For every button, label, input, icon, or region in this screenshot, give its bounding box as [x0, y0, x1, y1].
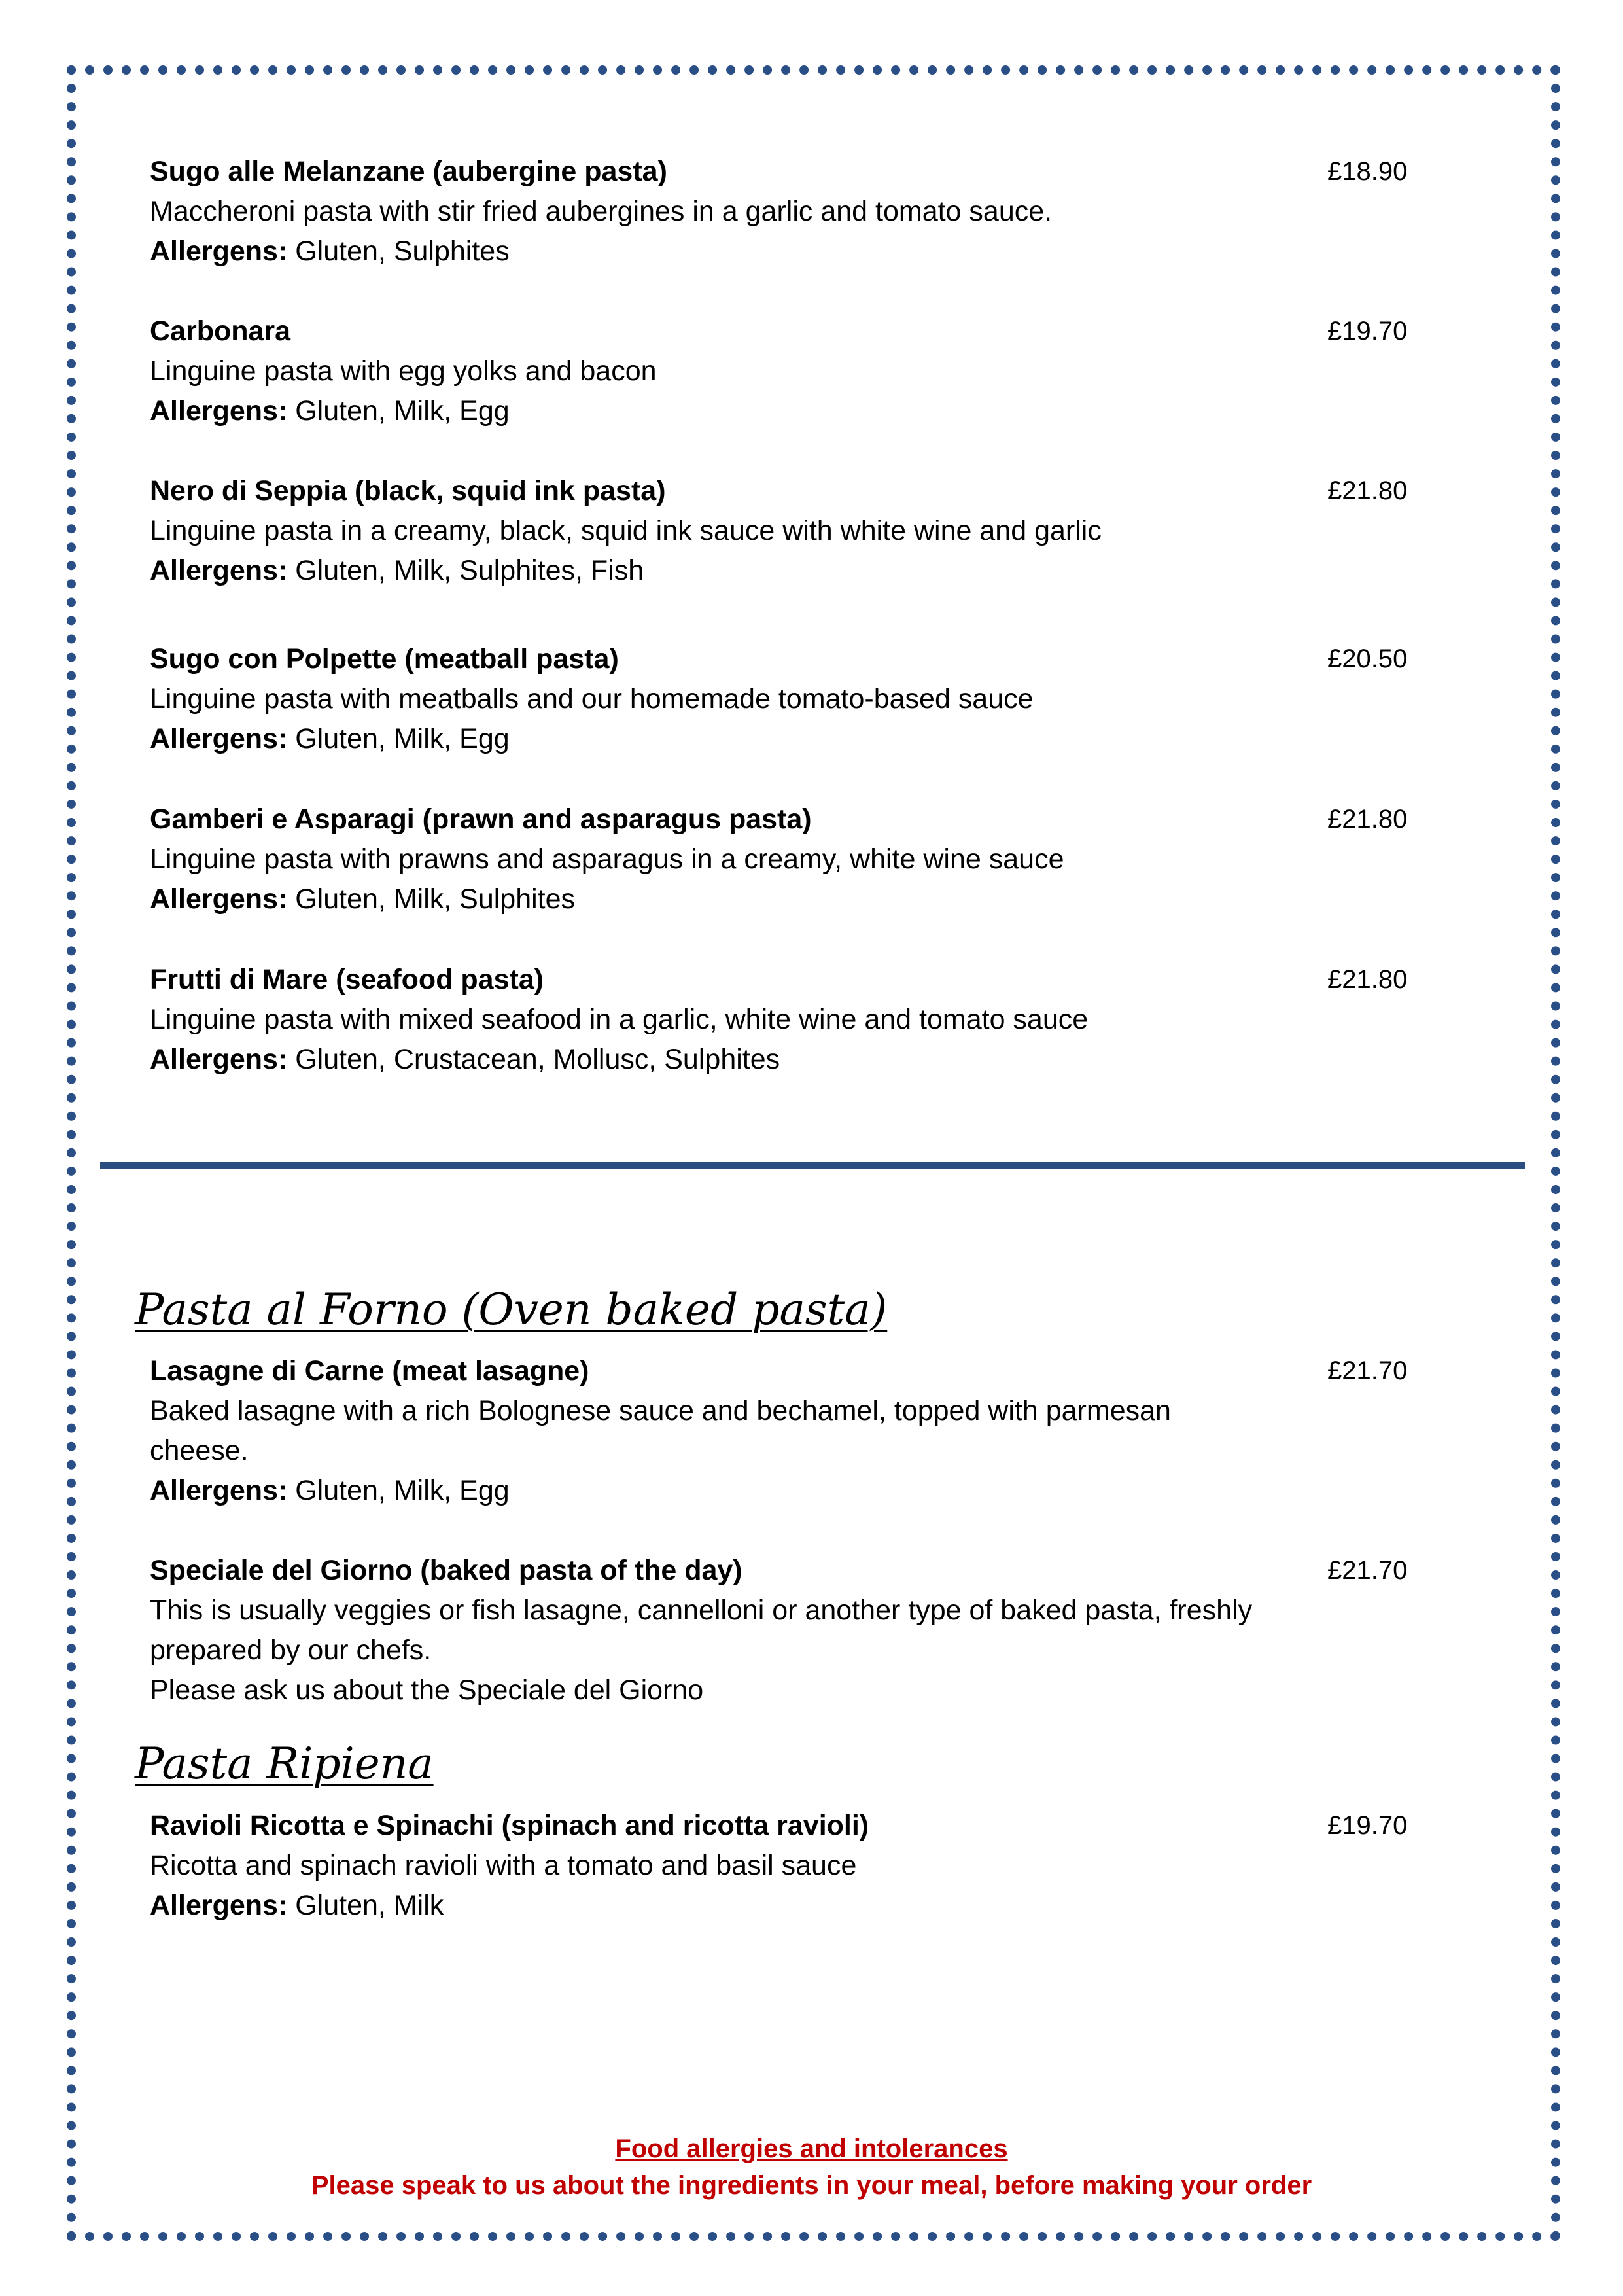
dish-name: Speciale del Giorno (baked pasta of the day) [150, 1555, 742, 1586]
dish-description: Baked lasagne with a rich Bolognese sauce and bechamel, topped with parmesan cheese. [150, 1395, 1171, 1466]
allergens-label: Allergens: [150, 883, 288, 915]
allergens-list: Gluten, Milk, Egg [295, 723, 510, 754]
section-title-ripiena: Pasta Ripiena [135, 1739, 434, 1789]
menu-item-melanzane [150, 152, 1408, 272]
dish-price: £19.70 [1327, 317, 1408, 345]
dish-name: Sugo con Polpette (meatball pasta) [150, 643, 619, 675]
menu-item-frutti-di-mare [150, 960, 1408, 1080]
menu-item-carbonara [150, 311, 1408, 431]
dish-name: Gamberi e Asparagi (prawn and asparagus pasta) [150, 804, 812, 835]
dish-price: £21.70 [1327, 1556, 1408, 1585]
dish-name: Sugo alle Melanzane (aubergine pasta) [150, 156, 667, 187]
dish-description: Maccheroni pasta with stir fried aubergines in a garlic and tomato sauce. [150, 196, 1053, 227]
dish-description: Linguine pasta with prawns and asparagus in a creamy, white wine sauce [150, 843, 1064, 875]
allergens-label: Allergens: [150, 1044, 288, 1075]
allergens-label: Allergens: [150, 236, 288, 267]
dish-allergens [150, 551, 1347, 591]
allergens-list: Gluten, Milk, Egg [295, 395, 510, 427]
dish-description: Linguine pasta with mixed seafood in a garlic, white wine and tomato sauce [150, 1004, 1089, 1035]
dish-price: £20.50 [1327, 645, 1408, 673]
allergens-list: Gluten, Milk, Egg [295, 1475, 510, 1506]
dish-description: This is usually veggies or fish lasagne, cannelloni or another type of baked pasta, freshly prepared by our chefs. [150, 1595, 1253, 1666]
allergens-list: Gluten, Crustacean, Mollusc, Sulphites [295, 1044, 780, 1075]
dish-price: £21.80 [1327, 476, 1408, 505]
dish-allergens [150, 879, 1347, 919]
allergy-notice-title: Food allergies and intolerances [615, 2134, 1008, 2163]
section-title-forno: Pasta al Forno (Oven baked pasta) [135, 1284, 888, 1335]
dish-price: £18.90 [1327, 157, 1408, 186]
allergens-label: Allergens: [150, 395, 288, 427]
allergens-label: Allergens: [150, 723, 288, 754]
dish-name: Lasagne di Carne (meat lasagne) [150, 1355, 589, 1386]
dish-price: £21.80 [1327, 965, 1408, 994]
dish-name: Carbonara [150, 315, 291, 347]
dish-allergens [150, 1471, 1347, 1511]
allergens-list: Gluten, Milk, Sulphites, Fish [295, 555, 644, 586]
dish-description: Linguine pasta with meatballs and our homemade tomato-based sauce [150, 683, 1034, 715]
dish-name: Frutti di Mare (seafood pasta) [150, 964, 544, 995]
menu-item-nero-di-seppia [150, 471, 1408, 591]
menu-item-polpette [150, 639, 1408, 759]
dish-allergens [150, 719, 1347, 759]
dish-price: £21.70 [1327, 1356, 1408, 1385]
allergens-list: Gluten, Sulphites [295, 236, 510, 267]
allergens-label: Allergens: [150, 1890, 288, 1921]
dish-price: £21.80 [1327, 805, 1408, 834]
dish-allergens [150, 391, 1347, 431]
menu-item-lasagne [150, 1351, 1408, 1511]
dish-allergens [150, 1040, 1347, 1080]
section-divider [100, 1162, 1525, 1169]
dish-description: Linguine pasta in a creamy, black, squid ink sauce with white wine and garlic [150, 515, 1102, 546]
allergens-list: Gluten, Milk, Sulphites [295, 883, 576, 915]
menu-item-gamberi [150, 800, 1408, 919]
dish-description: Ricotta and spinach ravioli with a tomato and basil sauce [150, 1850, 857, 1881]
dish-price: £19.70 [1327, 1811, 1408, 1840]
dish-note: Please ask us about the Speciale del Giorno [150, 1674, 704, 1706]
menu-item-speciale [150, 1551, 1408, 1710]
dish-allergens [150, 232, 1347, 272]
allergens-label: Allergens: [150, 1475, 288, 1506]
dish-name: Ravioli Ricotta e Spinachi (spinach and ricotta ravioli) [150, 1810, 869, 1841]
allergens-label: Allergens: [150, 555, 288, 586]
allergy-notice-text: Please speak to us about the ingredients in your meal, before making your order [311, 2171, 1312, 2200]
menu-item-ravioli [150, 1806, 1408, 1926]
allergens-list: Gluten, Milk [295, 1890, 444, 1921]
dish-name: Nero di Seppia (black, squid ink pasta) [150, 475, 666, 506]
dish-allergens [150, 1886, 1347, 1926]
dish-description: Linguine pasta with egg yolks and bacon [150, 355, 657, 387]
